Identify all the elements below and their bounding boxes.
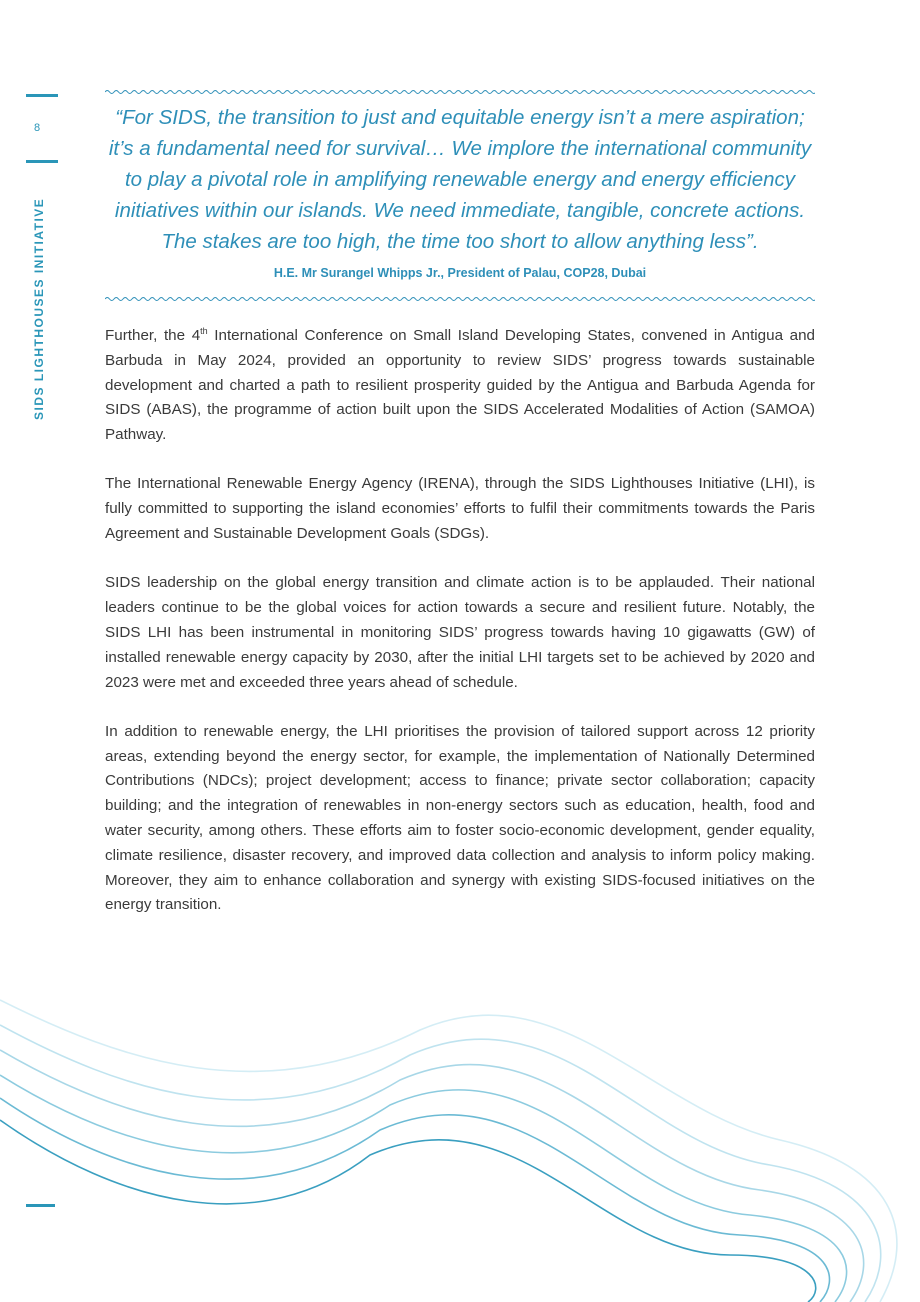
quote-wave-divider-bottom bbox=[105, 294, 815, 304]
body-paragraph-4: In addition to renewable energy, the LHI prioritises the provision of tailored support across 12 priority areas, extending beyond the energy sector, for example, the implementation of Nationally Determined Contributions (NDCs); project development; access to finance; private sector collaboration; capacity building; and the integration of renewables in non-energy sectors such as education, health, food and water security, among others. These efforts aim to foster socio-economic development, gender equality, climate resilience, disaster recovery, and improved data collection and analysis to inform policy making. Moreover, they aim to enhance collaboration and synergy with existing SIDS-focused initiatives on the energy transition. bbox=[105, 722, 815, 914]
wave-line-5 bbox=[0, 1098, 830, 1302]
side-accent-bar-top bbox=[26, 94, 58, 97]
body-paragraph-3: SIDS leadership on the global energy transition and climate action is to be applauded. Their national leaders continue to be the global voices for action towards a secure and resilient future. Notably, the SIDS LHI has been instrumental in monitoring SIDS’ progress towards having 10 gigawatts (GW) of installed renewable energy capacity by 2030, after the initial LHI targets set to be achieved by 2020 and 2023 were met and exceeded three years ahead of schedule. bbox=[105, 574, 815, 691]
ordinal-superscript: th bbox=[200, 325, 208, 336]
pull-quote-attribution: H.E. Mr Surangel Whipps Jr., President of Palau, COP28, Dubai bbox=[273, 266, 647, 280]
side-accent-bar-middle bbox=[26, 160, 58, 163]
wave-line-4 bbox=[0, 1075, 847, 1302]
pull-quote: “For SIDS, the transition to just and equitable energy isn’t a mere aspiration; it’s a fundamental need for survival… We implore the international community to play a pivotal role in amplifying renewable energy and energy efficiency initiatives within our islands. We need immediate, tangible, concrete actions. The stakes are too high, the time too short to allow anything less”. bbox=[108, 106, 812, 253]
wave-line-3 bbox=[0, 1050, 864, 1302]
body-paragraph-2: The International Renewable Energy Agency (IRENA), through the SIDS Lighthouses Initiative (LHI), is fully committed to supporting the island economies’ efforts to fulfil their commitments towards the Paris Agreement and Sustainable Development Goals (SDGs). bbox=[105, 475, 815, 543]
page-number: 8 bbox=[34, 122, 41, 134]
wave-line-6 bbox=[0, 1120, 816, 1302]
body-paragraph-1 bbox=[105, 324, 815, 448]
paragraph-1-text-start: Further, the 4 bbox=[105, 327, 201, 344]
quote-wave-divider-top bbox=[105, 87, 815, 97]
side-running-title: SIDS LIGHTHOUSES INITIATIVE bbox=[32, 197, 46, 420]
decorative-ocean-waves bbox=[0, 990, 920, 1302]
paragraph-1-text-rest: International Conference on Small Island Developing States, convened in Antigua and Barbuda in May 2024, provided an opportunity to review SIDS’ progress towards sustainable development and charted a path to resilient prosperity guided by the Antigua and Barbuda Agenda for SIDS (ABAS), the programme of action built upon the SIDS Accelerated Modalities of Action (SAMOA) Pathway. bbox=[105, 327, 815, 444]
body-text bbox=[105, 324, 815, 943]
